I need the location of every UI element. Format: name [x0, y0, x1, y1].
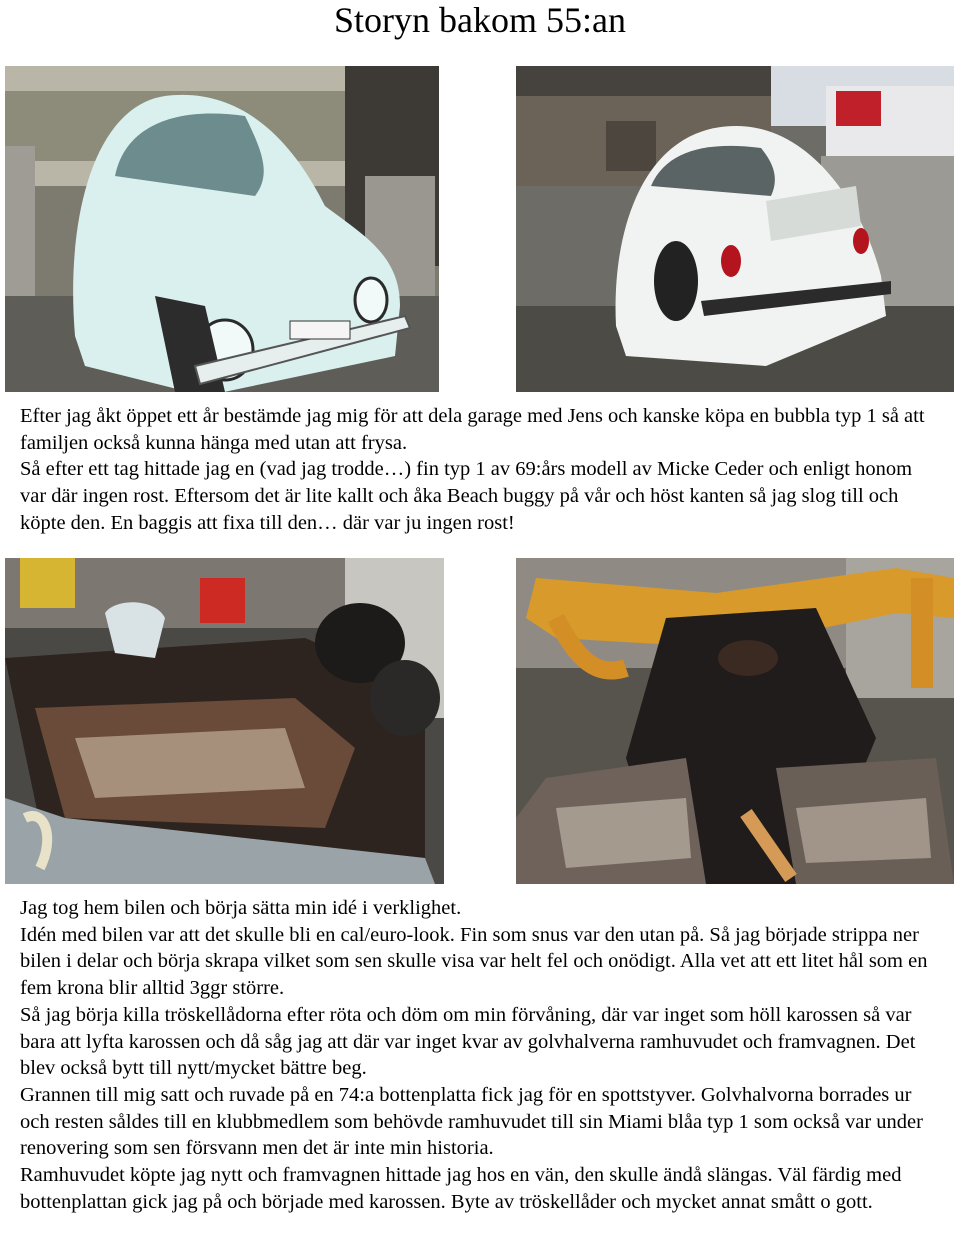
rusted-floorpan-photo: [5, 558, 444, 884]
story-paragraph-line: Grannen till mig satt och ruvade på en 74:a bottenplatta fick jag för en spottstyver. Golvhalvorna borrades ur och resten såldes till en klubbmedlem som behövde ramhuvudet till sin Miami blåa typ 1 som också var under renovering som sen försvann men det är inte min historia.: [20, 1083, 923, 1160]
story-paragraph-line: Jag tog hem bilen och börja sätta min idé i verklighet.: [20, 897, 462, 919]
white-beetle-front-photo: [5, 66, 439, 392]
photo-beetle-front: [5, 66, 439, 392]
photo-rusted-floorpan: [5, 558, 444, 884]
photo-chassis-frame: [516, 558, 954, 884]
intro-paragraph-line: Efter jag åkt öppet ett år bestämde jag mig för att dela garage med Jens och kanske köpa en bubbla typ 1 så att familjen också kunna hänga med utan att frysa.: [20, 405, 925, 454]
story-paragraph-line: Ramhuvudet köpte jag nytt och framvagnen hittade jag hos en vän, den skulle ändå slängas. Väl färdig med bottenplattan gick jag på och började med karossen. Byte av tröskellåder och mycket annat smått o gott.: [20, 1164, 902, 1213]
story-paragraph-line: Så jag börja killa tröskellådorna efter röta och döm om min förvåning, där var inget som höll karossen så var bara att lyfta karossen och då såg jag att där var inget kvar av golvhalverna ramhuvudet och framvagnen. Det blev också bytt till nytt/mycket bättre beg.: [20, 1003, 916, 1080]
photo-beetle-rear: [516, 66, 954, 392]
intro-paragraph-line: Så efter ett tag hittade jag en (vad jag trodde…) fin typ 1 av 69:års modell av Micke Ceder och enligt honom var där ingen rost. Eftersom det är lite kallt och åka Beach buggy på vår och höst kanten så jag slog till och köpte den. En baggis att fixa till den… där var ju ingen rost!: [20, 458, 913, 534]
story-paragraph-line: Idén med bilen var att det skulle bli en cal/euro-look. Fin som snus var den utan på. Så jag började strippa ner bilen i delar och börja skrapa vilket som sen skulle visa var helt fel och onödigt. Alla vet att ett litet hål som en fem krona blir alltid 3ggr större.: [20, 923, 928, 1000]
story-paragraph: [20, 895, 940, 1215]
intro-paragraph: [20, 403, 940, 537]
chassis-frame-head-photo: [516, 558, 954, 884]
white-beetle-rear-photo: [516, 66, 954, 392]
page-title: Storyn bakom 55:an: [334, 0, 626, 40]
